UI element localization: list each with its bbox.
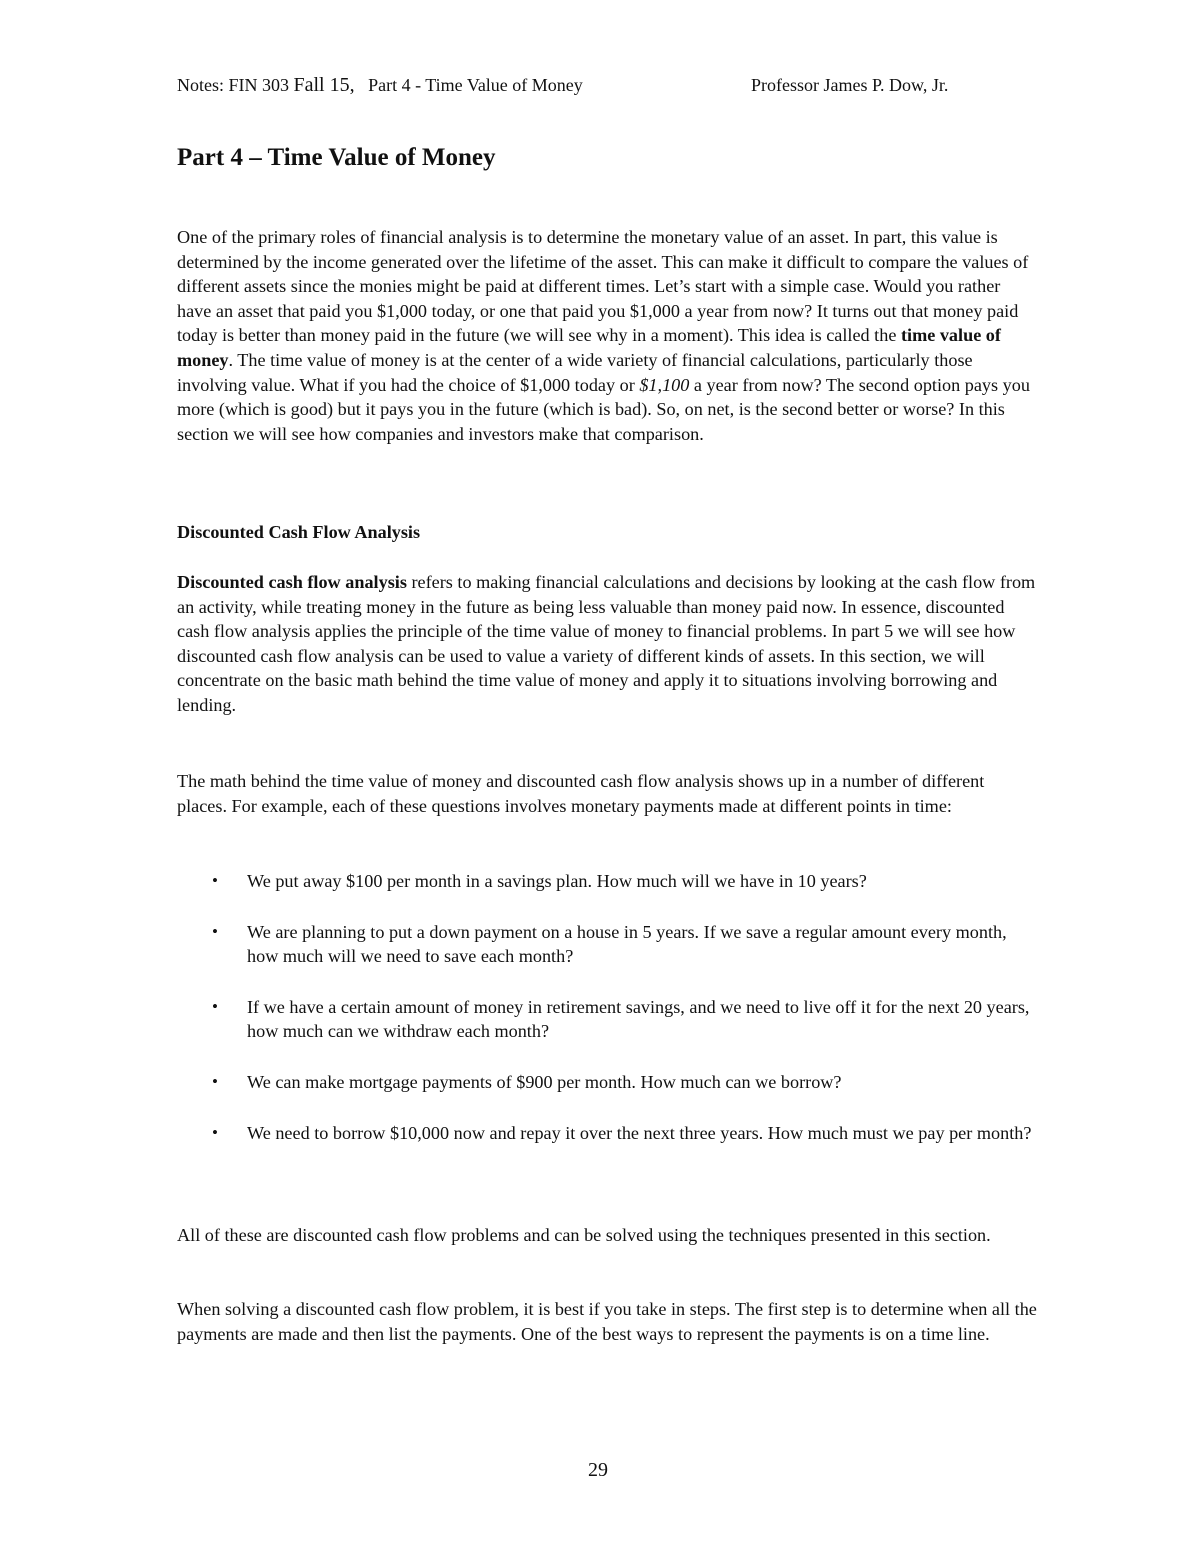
intro-amount-italic: $1,100 [639, 374, 690, 395]
list-item [177, 1121, 1037, 1146]
intro-term-time-value: time value of money [177, 325, 1001, 370]
summary-paragraph-text: All of these are discounted cash flow problems and can be solved using the techniques presented in this section. [177, 1225, 991, 1245]
bullet-icon: • [212, 1071, 218, 1091]
header-term: Fall 15, [293, 74, 355, 96]
dcf-term: Discounted cash flow analysis [177, 572, 407, 592]
intro-text-1: One of the primary roles of financial analysis is to determine the monetary value of an asset. In part, this value is determined by the income generated over the lifetime of the asset. This can make it difficult to compare the values of different assets since the monies might be paid at different times. Let’s start with a simple case. Would you rather have an asset that paid you $1,000 today, or one that paid you $1,000 a year from now? It turns out that money paid today is better than money paid in the future (we will see why in a moment). This idea is called the [177, 227, 1029, 346]
list-item-text: We put away $100 per month in a savings plan. How much will we have in 10 years? [247, 871, 867, 891]
bullet-icon: • [212, 871, 218, 890]
list-item [177, 1070, 1037, 1095]
steps-paragraph-text: When solving a discounted cash flow problem, it is best if you take in steps. The first step is to determine when all the payments are made and then list the payments. One of the best ways to represent the payments is on a time line. [177, 1299, 1037, 1344]
list-item-text: We are planning to put a down payment on a house in 5 years. If we save a regular amount every month, how much will we need to save each month? [247, 921, 1007, 967]
list-item [177, 995, 1037, 1044]
list-item-text: We can make mortgage payments of $900 per month. How much can we borrow? [247, 1071, 842, 1092]
list-item [177, 920, 1037, 969]
page-title: Part 4 – Time Value of Money [177, 144, 496, 171]
steps-paragraph [177, 1297, 1037, 1346]
section-heading: Discounted Cash Flow Analysis [177, 522, 421, 542]
intro-text-3: a year from now? The second option pays you more (which is good) but it pays you in the future (which is bad). So, on net, is the second better or worse? In this section we will see how companies and investors make that comparison. [177, 374, 1030, 444]
dcf-paragraph [177, 570, 1037, 718]
bullet-icon: • [212, 996, 218, 1016]
header-course: Notes: FIN 303 [177, 75, 294, 95]
list-item-text: If we have a certain amount of money in retirement savings, and we need to live off it for the next 20 years, how much can we withdraw each month? [247, 996, 1030, 1042]
intro-paragraph [177, 225, 1037, 446]
header-professor: Professor James P. Dow, Jr. [751, 75, 949, 95]
math-paragraph-text: The math behind the time value of money and discounted cash flow analysis shows up in a number of different places. For example, each of these questions involves monetary payments made at different points in time: [177, 771, 985, 816]
page-number: 29 [588, 1459, 608, 1481]
intro-text-2: . The time value of money is at the center of a wide variety of financial calculations, particularly those involving value. What if you had the choice of $1,000 today or [177, 349, 973, 395]
list-item-text: We need to borrow $10,000 now and repay it over the next three years. How much must we pay per month? [247, 1122, 1032, 1143]
bullet-icon: • [212, 1122, 218, 1142]
math-paragraph [177, 769, 1037, 818]
bullet-icon: • [212, 921, 218, 941]
header-course-info [177, 74, 583, 96]
summary-paragraph [177, 1223, 1037, 1248]
header-part: Part 4 - Time Value of Money [354, 75, 583, 95]
list-item [177, 869, 1037, 894]
example-questions-list [177, 869, 1037, 1171]
dcf-text: refers to making financial calculations and decisions by looking at the cash flow from an activity, while treating money in the future as being less valuable than money paid now. In essence, discounted cash flow analysis applies the principle of the time value of money to financial problems. In part 5 we will see how discounted cash flow analysis can be used to value a variety of different kinds of assets. In this section, we will concentrate on the basic math behind the time value of money and apply it to situations involving borrowing and lending. [177, 572, 1036, 715]
